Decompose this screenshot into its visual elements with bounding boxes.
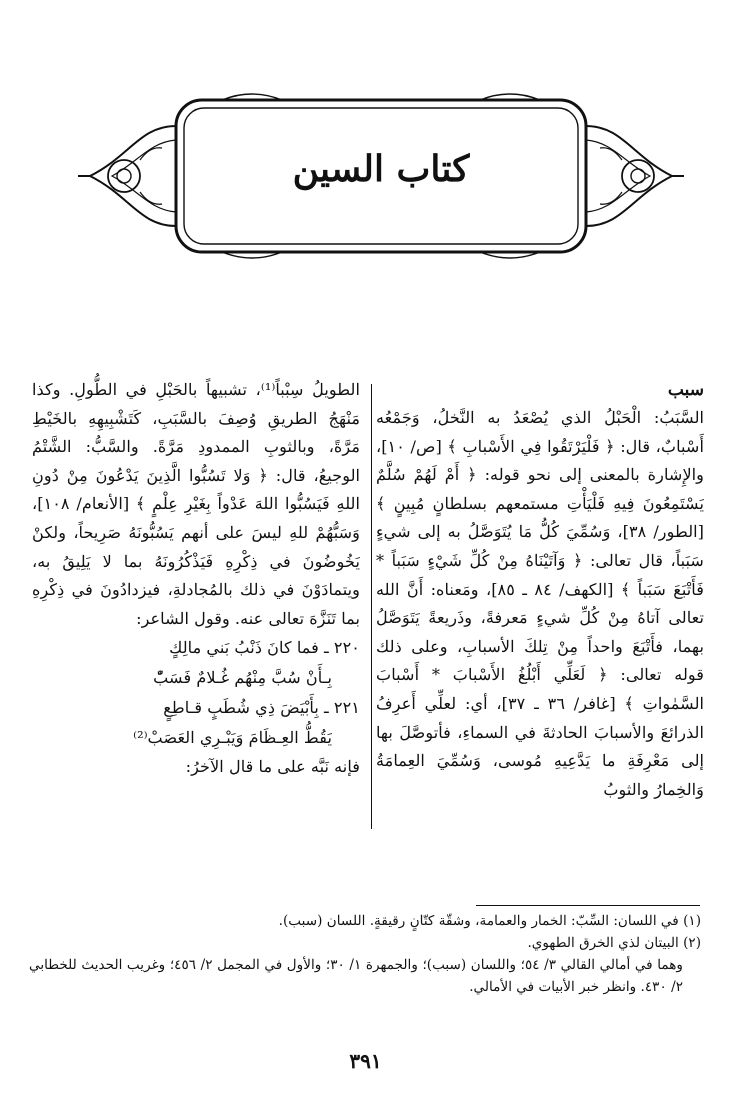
page-number: ٣٩١ [349,1049,382,1073]
right-column-text: السَّبَبُ: الْحَبْلُ الذي يُصْعَدُ به النَّخلُ، وَجَمْعُه أَسْبابٌ، قال: ﴿ فَلْيَرْتَقُوا فِي الأَسْبابِ ﴾ [ص/ ١٠]، والإِشارة بالمعنى إلى نحو قوله: ﴿ أَمْ لَهُمْ سُلَّمٌ يَسْتَمِعُونَ فِيهِ فَلْيَأْتِ مستمعهم بسلطانٍ مُبِينٍ ﴾ [الطور/ ٣٨]، وَسُمِّيَ كُلُّ مَا يُتَوَصَّلُ به إلى شيءٍ سَبَباً، قال تعالى: ﴿ وَآتَيْنَاهُ مِنْ كُلِّ شَيْءٍ سَبَباً * فَأَتْبَعَ سَبَباً ﴾ [الكهف/ ٨٤ ـ ٨٥]، ومَعناه: أَنَّ الله تعالى آتاهُ مِنْ كُلِّ شيءٍ مَعرفةً، وذَريعةً يَتَوَصَّلُ بهما، فأَتْبَعَ واحداً مِنْ تِلكَ الأسبابِ، وعلى ذلك قوله تعالى: ﴿ لَعَلِّي أَبْلُغُ الأَسْبابَ * أَسْبابَ السَّمٰواتِ ﴾ [غافر/ ٣٦ ـ ٣٧]، أي: لعلِّي أَعرِفُ الذرائعَ والأسبابَ الحادثةَ في السماءِ، فأتوصَّلَ بها إلى مَعْرِفَةِ ما يَدَّعِيهِ مُوسى، وَسُمِّيَ العِمامَةُ وَالخِمارُ والثوبُ [376,408,704,799]
verse-221-second-hemistich: يَقُطُّ العِـظَامَ وَيَبْـرِي العَصَبْ⁽²⁾ [133,728,332,748]
footnotes [29,910,701,998]
entry-head-sbb: سبب [667,380,704,400]
footnote-2-continued: وهما في أمالي القالي ٣/ ٥٤؛ واللسان (سبب)؛ والجمهرة ١/ ٣٠؛ والأول في المجمل ٢/ ٤٥٦؛ وغريب الحديث للخطابي ٢/ ٤٣٠. وانظر خبر الأبيات في الأمالي. [29,957,683,995]
footnote-2: (٢) البيتان لذي الخرق الطهوي. [527,935,701,951]
chapter-ornament-frame [72,86,690,266]
verse-220-first-hemistich: ٢٢٠ ـ فما كانَ ذَنْبُ بَني مالِكٍ [169,638,360,658]
right-column [376,376,704,804]
verse-221-first-hemistich: ٢٢١ ـ بِأَبْيَضَ ذِي شُطَبٍ قـاطِعٍ [163,698,360,718]
column-divider [371,384,372,829]
footnote-1: (١) في اللسان: السِّبّ: الخمار والعمامة، وشقّة كتّانٍ رقيقةٍ. اللسان (سبب). [278,913,701,929]
left-column-text: الطويلُ سِبْباً⁽¹⁾، تشبيهاً بالحَبْلِ في الطُّولِ. وكذا مَنْهَجُ الطريقِ وُصِفَ بالسَّبَبِ، كَتَشْبِيهِهِ بالخَيْطِ مَرَّةً، وبالثوبِ الممدودِ مَرَّةً. والسَّبُّ: الشَّتْمُ الوجيعُ، قال: ﴿ وَلا تَسُبُّوا الَّذِينَ يَدْعُونَ مِنْ دُونِ اللهِ فَيَسُبُّوا اللهَ عَدْواً بِغَيْرِ عِلْمٍ ﴾ [الأنعام/ ١٠٨]، وَسَبُّهُمْ للهِ ليسَ على أنهم يَسُبُّونَهُ صَرِيحاً، ولكنْ يَخُوضُونَ في ذِكْرِهِ فَيَذْكُرُونَهُ بما لا يَلِيقُ به، ويتمادَوْنَ في ذلك بالمُجادلةِ، فيزدادُونَ في ذِكْرِهِ بما تَنَزَّهَ تعالى عنه. وقول الشاعر: [32,380,360,628]
chapter-title: كتاب السين [292,148,470,190]
left-column-closing: فإنه نَبَّه على ما قال الآخرُ: [185,757,360,777]
left-column [32,376,360,782]
verse-220-second-hemistich: بِـأَنْ سُبَّ مِنْهُم غُـلامٌ فَسَبّْ [153,668,332,688]
footnote-divider [476,905,700,906]
two-column-body [32,376,704,844]
